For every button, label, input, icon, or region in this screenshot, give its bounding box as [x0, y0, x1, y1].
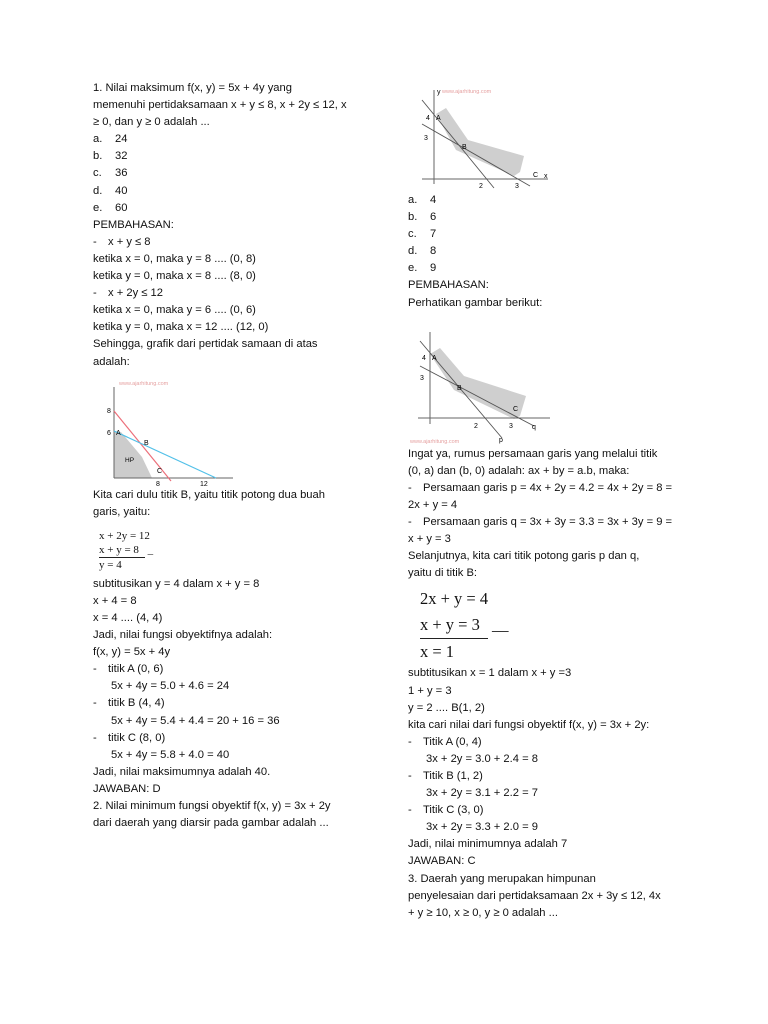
question-2-text: dari daerah yang diarsir pada gambar adalah ... — [93, 817, 329, 830]
text-line: subtitusikan y = 4 dalam x + y = 8 — [93, 577, 260, 590]
option-b: b. 6 — [408, 211, 437, 224]
text-line: 1 + y = 3 — [408, 684, 452, 697]
label-c: C — [513, 405, 519, 413]
tick-x2: 2 — [479, 183, 483, 190]
feasible-region — [114, 431, 152, 478]
label-b: B — [462, 144, 467, 151]
label-b: B — [144, 439, 149, 447]
tick-y3: 3 — [424, 135, 428, 142]
eq-row: y = 4 — [99, 558, 122, 571]
label-a: A — [436, 115, 441, 122]
tick-x3: 3 — [509, 422, 513, 430]
text-line: x = 4 .... (4, 4) — [93, 611, 163, 624]
shaded-region — [430, 348, 526, 419]
graph-2 — [414, 84, 554, 192]
point-b: - Titik B (1, 2) — [408, 769, 483, 782]
label-c: C — [157, 467, 163, 475]
option-a: a. 24 — [93, 133, 128, 146]
text-line: adalah: — [93, 355, 130, 368]
watermark: www.ajarhitung.com — [410, 438, 460, 445]
option-d: d. 8 — [408, 245, 437, 258]
conclusion: Jadi, nilai minimumnya adalah 7 — [408, 838, 568, 851]
option-c: c. 36 — [93, 167, 128, 180]
minus-sign: __ — [492, 615, 509, 635]
tick-x8: 8 — [156, 480, 160, 487]
text-line: x + y = 3 — [408, 533, 451, 546]
option-e: e. 60 — [93, 201, 128, 214]
line-p — [422, 100, 494, 188]
shaded-region — [436, 108, 524, 176]
label-hp: HP — [125, 456, 135, 464]
line-label-q: q — [532, 423, 536, 431]
eq-row: x + y = 3 — [420, 612, 488, 639]
point-b: - titik B (4, 4) — [93, 697, 165, 710]
point-c-calc: 5x + 4y = 5.8 + 4.0 = 40 — [111, 748, 230, 761]
question-3-text: penyelesaian dari pertidaksamaan 2x + 3y ≤ 12, 4x — [408, 889, 661, 902]
eq-row: 2x + y = 4 — [420, 589, 489, 609]
question-3-text: + y ≥ 10, x ≥ 0, y ≥ 0 adalah ... — [408, 906, 558, 919]
point-a-calc: 3x + 2y = 3.0 + 2.4 = 8 — [426, 752, 538, 765]
tick-x3: 3 — [515, 183, 519, 190]
question-2-text: 2. Nilai minimum fungsi obyektif f(x, y) = 3x + 2y — [93, 800, 331, 812]
text-line: ketika y = 0, maka x = 12 .... (12, 0) — [93, 321, 269, 334]
left-column — [93, 80, 393, 832]
text-line: (0, a) dan (b, 0) adalah: ax + by = a.b, maka: — [408, 464, 630, 477]
point-c: - Titik C (3, 0) — [408, 804, 484, 817]
elimination-1 — [99, 529, 393, 572]
pembahasan-heading: PEMBAHASAN: — [93, 218, 174, 231]
tick-x12: 12 — [200, 480, 208, 487]
option-c: c. 7 — [408, 228, 437, 241]
text-line: Kita cari dulu titik B, yaitu titik potong dua buah — [93, 488, 325, 501]
line-q-equation: - Persamaan garis q = 3x + 3y = 3.3 = 3x + 3y = 9 = — [408, 516, 673, 529]
answer: JAWABAN: D — [93, 782, 161, 795]
point-c-calc: 3x + 2y = 3.3 + 2.0 = 9 — [426, 821, 538, 834]
label-a: A — [432, 354, 437, 362]
pembahasan-heading: PEMBAHASAN: — [408, 279, 489, 292]
text-line: Ingat ya, rumus persamaan garis yang melalui titik — [408, 447, 658, 460]
label-a: A — [116, 429, 121, 437]
graph-3 — [408, 326, 558, 446]
point-b-calc: 3x + 2y = 3.1 + 2.2 = 7 — [426, 787, 538, 800]
elimination-2 — [420, 586, 708, 665]
eq-row: x + 2y = 12 — [99, 529, 150, 542]
minus-sign: _ — [147, 543, 154, 556]
point-a-calc: 5x + 4y = 5.0 + 4.6 = 24 — [111, 680, 230, 693]
text-line: f(x, y) = 5x + 4y — [93, 646, 171, 659]
right-column — [408, 84, 708, 922]
option-d: d. 40 — [93, 184, 128, 197]
text-line: Perhatikan gambar berikut: — [408, 296, 543, 309]
watermark: www.ajarhitung.com — [119, 380, 169, 387]
point-b-calc: 5x + 4y = 5.4 + 4.4 = 20 + 16 = 36 — [111, 714, 280, 727]
question-1-text: ≥ 0, dan y ≥ 0 adalah ... — [93, 116, 210, 129]
text-line: ketika y = 0, maka x = 8 .... (8, 0) — [93, 270, 256, 283]
text-line: Jadi, nilai fungsi obyektifnya adalah: — [93, 629, 273, 642]
text-line: ketika x = 0, maka y = 8 .... (0, 8) — [93, 252, 256, 265]
question-1-text: memenuhi pertidaksamaan x + y ≤ 8, x + 2y ≤ 12, x — [93, 99, 347, 112]
text-line: kita cari nilai dari fungsi obyektif f(x, y) = 3x + 2y: — [408, 718, 650, 731]
answer: JAWABAN: C — [408, 855, 476, 868]
point-a: - Titik A (0, 4) — [408, 735, 482, 748]
tick-y4: 4 — [426, 115, 430, 122]
option-e: e. 9 — [408, 262, 437, 275]
question-1-text: 1. Nilai maksimum f(x, y) = 5x + 4y yang — [93, 82, 292, 94]
axis-label-y: y — [437, 89, 441, 96]
tick-y6: 6 — [107, 429, 111, 437]
text-line: x + 4 = 8 — [93, 594, 137, 607]
label-c: C — [533, 172, 539, 179]
text-line: y = 2 .... B(1, 2) — [408, 701, 485, 714]
watermark: www.ajarhitung.com — [442, 89, 492, 95]
label-b: B — [457, 384, 462, 392]
point-c: - titik C (8, 0) — [93, 731, 166, 744]
line-p-equation: - Persamaan garis p = 4x + 2y = 4.2 = 4x + 2y = 8 = — [408, 481, 673, 494]
text-line: subtitusikan x = 1 dalam x + y =3 — [408, 667, 572, 680]
option-b: b. 32 — [93, 150, 128, 163]
text-line: 2x + y = 4 — [408, 498, 458, 511]
conclusion: Jadi, nilai maksimumnya adalah 40. — [93, 765, 271, 778]
tick-y4: 4 — [422, 354, 426, 362]
question-3-text: 3. Daerah yang merupakan himpunan — [408, 872, 596, 885]
line-label-p: p — [499, 436, 503, 444]
tick-y8: 8 — [107, 407, 111, 415]
axis-label-x: x — [544, 173, 548, 180]
option-a: a. 4 — [408, 194, 437, 206]
inequality-2: - x + 2y ≤ 12 — [93, 287, 163, 300]
text-line: yaitu di titik B: — [408, 567, 478, 580]
eq-row: x = 1 — [420, 642, 455, 662]
inequality-1: - x + y ≤ 8 — [93, 235, 151, 248]
text-line: Sehingga, grafik dari pertidak samaan di atas — [93, 338, 318, 351]
eq-row: x + y = 8 — [99, 543, 145, 558]
tick-y3: 3 — [420, 374, 424, 382]
text-line: garis, yaitu: — [93, 505, 151, 518]
text-line: ketika x = 0, maka y = 6 .... (0, 6) — [93, 304, 256, 317]
tick-x2: 2 — [474, 422, 478, 430]
graph-1 — [101, 375, 241, 487]
point-a: - titik A (0, 6) — [93, 663, 164, 676]
text-line: Selanjutnya, kita cari titik potong garis p dan q, — [408, 550, 640, 563]
